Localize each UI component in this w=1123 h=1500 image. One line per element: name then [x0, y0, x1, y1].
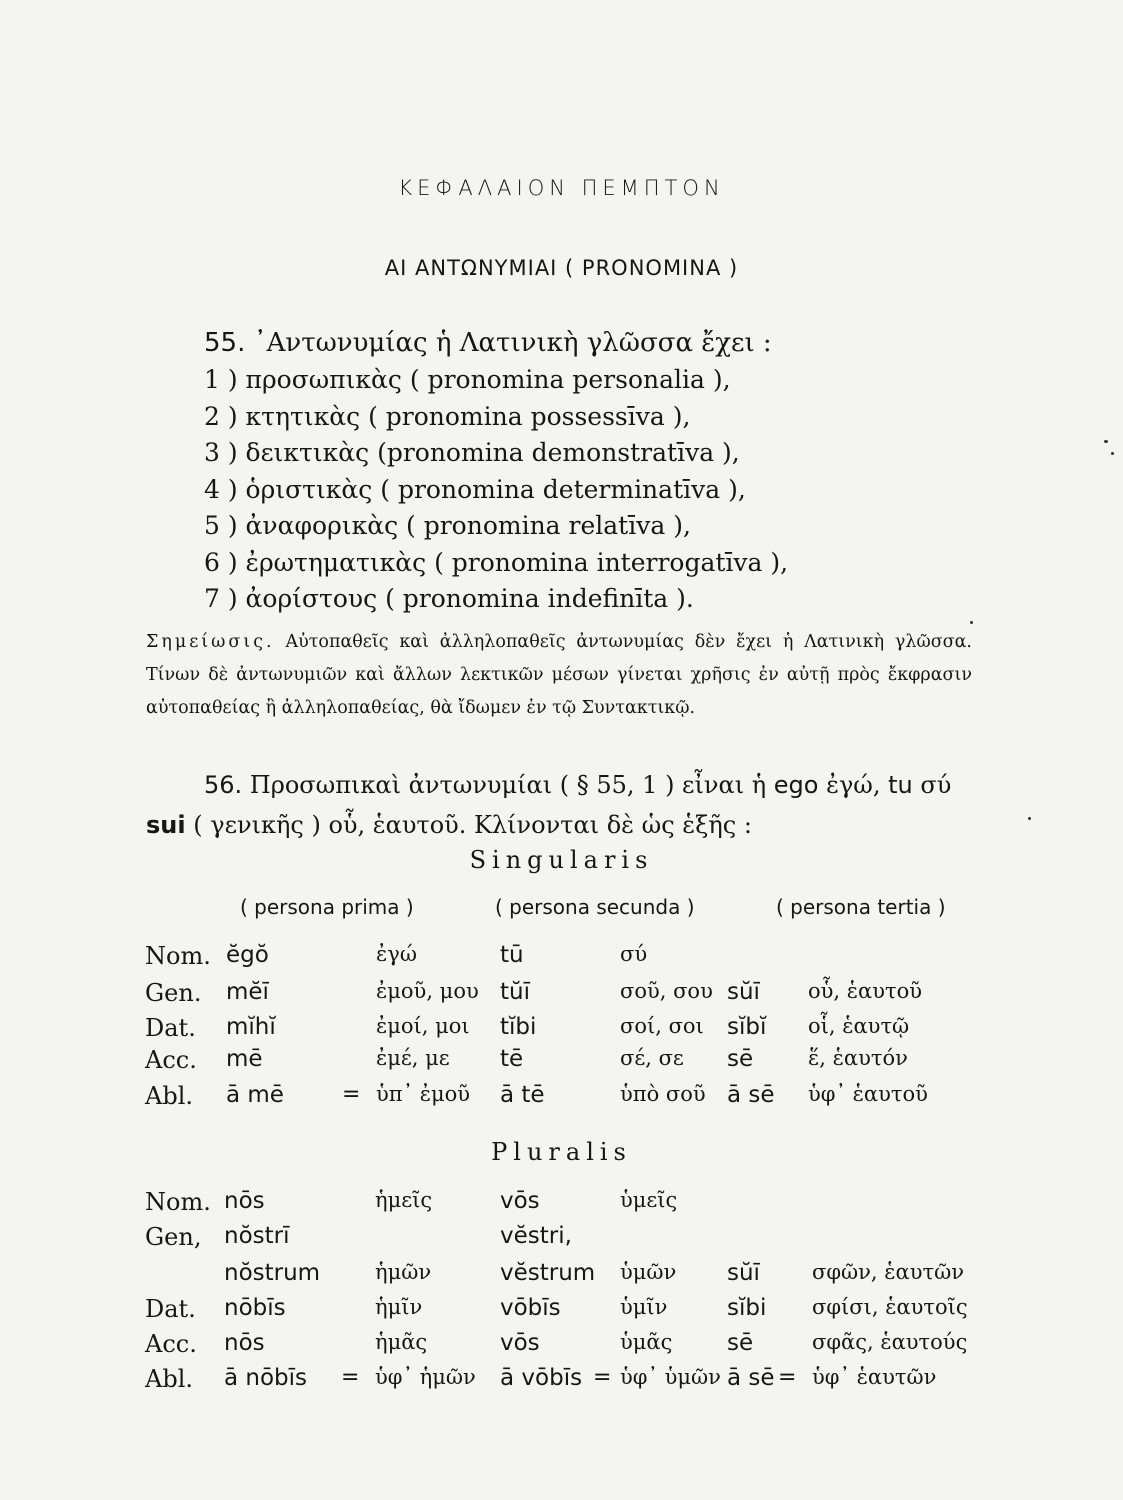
section-56-paragraph: [146, 765, 974, 845]
equals-sign: =: [342, 1082, 361, 1107]
greek-form: ὑφ᾿ ἑαυτοῦ: [808, 1082, 928, 1106]
greek-form: σοῦ, σου: [620, 979, 713, 1003]
para-text: ἐγώ,: [818, 771, 889, 799]
section-number: 56.: [204, 771, 243, 799]
chapter-subtitle: ΑΙ ΑΝΤΩΝΥΜΙΑΙ ( PRONOMINA ): [384, 256, 739, 280]
note-paragraph: [146, 626, 972, 725]
latin-form: ĕgŏ: [226, 942, 269, 968]
greek-form: ἡμῖν: [375, 1295, 423, 1319]
case-label: Abl.: [145, 1082, 193, 1110]
equals-sign: =: [778, 1365, 797, 1390]
greek-form: ὑμᾶς: [620, 1330, 673, 1354]
latin-form: ā sē: [727, 1365, 775, 1391]
latin-form: sĭbĭ: [727, 1014, 767, 1040]
latin-form: vĕstri,: [500, 1223, 572, 1249]
equals-sign: =: [593, 1365, 612, 1390]
latin-form: sĭbi: [727, 1295, 767, 1321]
case-label: Nom.: [145, 942, 211, 970]
section-heading-text: ᾿Αντωνυμίας ἡ Λατινικὴ γλῶσσα ἔχει :: [253, 328, 772, 358]
greek-form: σφῶν, ἑαυτῶν: [812, 1260, 965, 1284]
greek-form: ὑφ᾿ ὑμῶν: [620, 1365, 721, 1389]
latin-form: ā tē: [500, 1082, 545, 1108]
greek-form: σφᾶς, ἑαυτούς: [812, 1330, 968, 1354]
persona-label: ( persona tertia ): [776, 895, 946, 919]
scan-speck: [1028, 817, 1031, 820]
latin-word: tu: [888, 771, 913, 799]
list-item: 7 ) ἀορίστους ( pronomina indefinīta ).: [204, 584, 694, 613]
latin-form: ā sē: [727, 1082, 775, 1108]
latin-form: vōbīs: [500, 1295, 561, 1321]
pluralis-heading: Pluralis: [491, 1138, 632, 1166]
latin-form: ā vōbīs: [500, 1365, 583, 1391]
latin-form: mĭhĭ: [226, 1014, 276, 1040]
case-label: Gen,: [145, 1223, 202, 1251]
para-text: Προσωπικαὶ ἀντωνυμίαι ( § 55, 1 ) εἶναι ἡ: [242, 771, 774, 799]
list-item: 2 ) κτητικὰς ( pronomina possessīva ),: [204, 401, 691, 431]
latin-form: ā nōbīs: [224, 1365, 308, 1391]
greek-form: ἡμῶν: [375, 1260, 432, 1284]
latin-form: sŭī: [727, 1260, 760, 1286]
persona-label: ( persona secunda ): [495, 895, 695, 919]
latin-form: sē: [727, 1330, 754, 1356]
note-text: Αὐτοπαθεῖς καὶ ἀλληλοπαθεῖς ἀντωνυμίας δὲν ἔχει ἡ Λατινικὴ γλῶσσα. Τίνων δὲ ἀντωνυμιῶν καὶ ἄλλων λεκτικῶν μέσων γίνεται χρῆσις ἐν αὐτῇ πρὸς ἔκφρασιν αὐτοπαθείας ἢ ἀλληλοπαθείας, θὰ ἴδωμεν ἐν τῷ Συντακτικῷ.: [146, 632, 972, 718]
greek-form: ὑπὸ σοῦ: [620, 1082, 706, 1106]
latin-form: vōs: [500, 1330, 540, 1356]
greek-form: ἡμᾶς: [375, 1330, 428, 1354]
latin-form: tū: [500, 942, 524, 968]
greek-form: σύ: [620, 942, 648, 966]
chapter-title: ΚΕΦΑΛΑΙΟΝ ΠΕΜΠΤΟΝ: [398, 176, 725, 200]
scan-speck: [1104, 440, 1108, 443]
greek-form: ἡμεῖς: [375, 1188, 433, 1212]
greek-form: ὑφ᾿ ἑαυτῶν: [812, 1365, 937, 1389]
section-number: 55.: [204, 328, 246, 358]
latin-form: tē: [500, 1046, 524, 1072]
greek-form: ἕ, ἑαυτόν: [808, 1046, 908, 1070]
latin-form: vōs: [500, 1188, 540, 1214]
singularis-heading: Singularis: [469, 846, 654, 874]
greek-form: ἐμοί, μοι: [376, 1014, 470, 1038]
note-label: Σημείωσις.: [146, 632, 275, 652]
latin-form: nōs: [224, 1188, 265, 1214]
latin-word: sui: [146, 811, 186, 839]
case-label: Nom.: [145, 1188, 211, 1216]
para-continuation: [146, 805, 974, 845]
latin-form: tŭī: [500, 979, 530, 1005]
greek-form: ἐμοῦ, μου: [376, 979, 479, 1003]
greek-form: ἐγώ: [376, 942, 417, 966]
latin-word: ego: [773, 771, 819, 799]
latin-form: mĕī: [226, 979, 269, 1005]
list-item: 4 ) ὁριστικὰς ( pronomina determinatīva ),: [204, 474, 746, 504]
pronoun-types-list: [204, 365, 788, 621]
greek-form: ὑμῖν: [620, 1295, 668, 1319]
greek-form: σοί, σοι: [620, 1014, 704, 1038]
latin-form: vĕstrum: [500, 1260, 596, 1286]
case-label: Dat.: [145, 1295, 196, 1323]
greek-form: ὑμῶν: [620, 1260, 677, 1284]
case-label: Dat.: [145, 1014, 196, 1042]
list-item: 3 ) δεικτικὰς (pronomina demonstratīva ),: [204, 438, 740, 467]
list-item: 6 ) ἐρωτηματικὰς ( pronomina interrogatīva ),: [204, 547, 789, 577]
case-label: Acc.: [145, 1046, 197, 1074]
case-label: Gen.: [145, 979, 202, 1007]
para-text: ( γενικῆς ) οὗ, ἑαυτοῦ. Κλίνονται δὲ ὡς ἑξῆς :: [185, 811, 752, 839]
greek-form: σέ, σε: [620, 1046, 684, 1070]
list-item: 5 ) ἀναφορικὰς ( pronomina relatīva ),: [204, 511, 691, 540]
scan-speck: [970, 621, 973, 624]
latin-form: ā mē: [226, 1082, 284, 1108]
greek-form: οὗ, ἑαυτοῦ: [808, 979, 923, 1003]
latin-form: sē: [727, 1046, 754, 1072]
para-text: σύ: [912, 771, 952, 799]
latin-form: nōbīs: [224, 1295, 286, 1321]
greek-form: ἐμέ, με: [376, 1046, 450, 1070]
greek-form: οἷ, ἑαυτῷ: [808, 1014, 910, 1038]
section-55-heading: [204, 328, 772, 358]
latin-form: tĭbi: [500, 1014, 537, 1040]
latin-form: nōs: [224, 1330, 265, 1356]
greek-form: ὑφ᾿ ἡμῶν: [375, 1365, 476, 1389]
list-item: 1 ) προσωπικὰς ( pronomina personalia ),: [204, 365, 731, 394]
scan-speck: [1111, 452, 1114, 455]
persona-label: ( persona prima ): [240, 895, 414, 919]
latin-form: sŭī: [727, 979, 760, 1005]
greek-form: ὑπ᾿ ἐμοῦ: [376, 1082, 471, 1106]
equals-sign: =: [341, 1365, 360, 1390]
greek-form: σφίσι, ἑαυτοῖς: [812, 1295, 968, 1319]
latin-form: nŏstrī: [224, 1223, 290, 1249]
case-label: Acc.: [145, 1330, 197, 1358]
greek-form: ὑμεῖς: [620, 1188, 678, 1212]
latin-form: mē: [226, 1046, 263, 1072]
latin-form: nŏstrum: [224, 1260, 321, 1286]
case-label: Abl.: [145, 1365, 193, 1393]
